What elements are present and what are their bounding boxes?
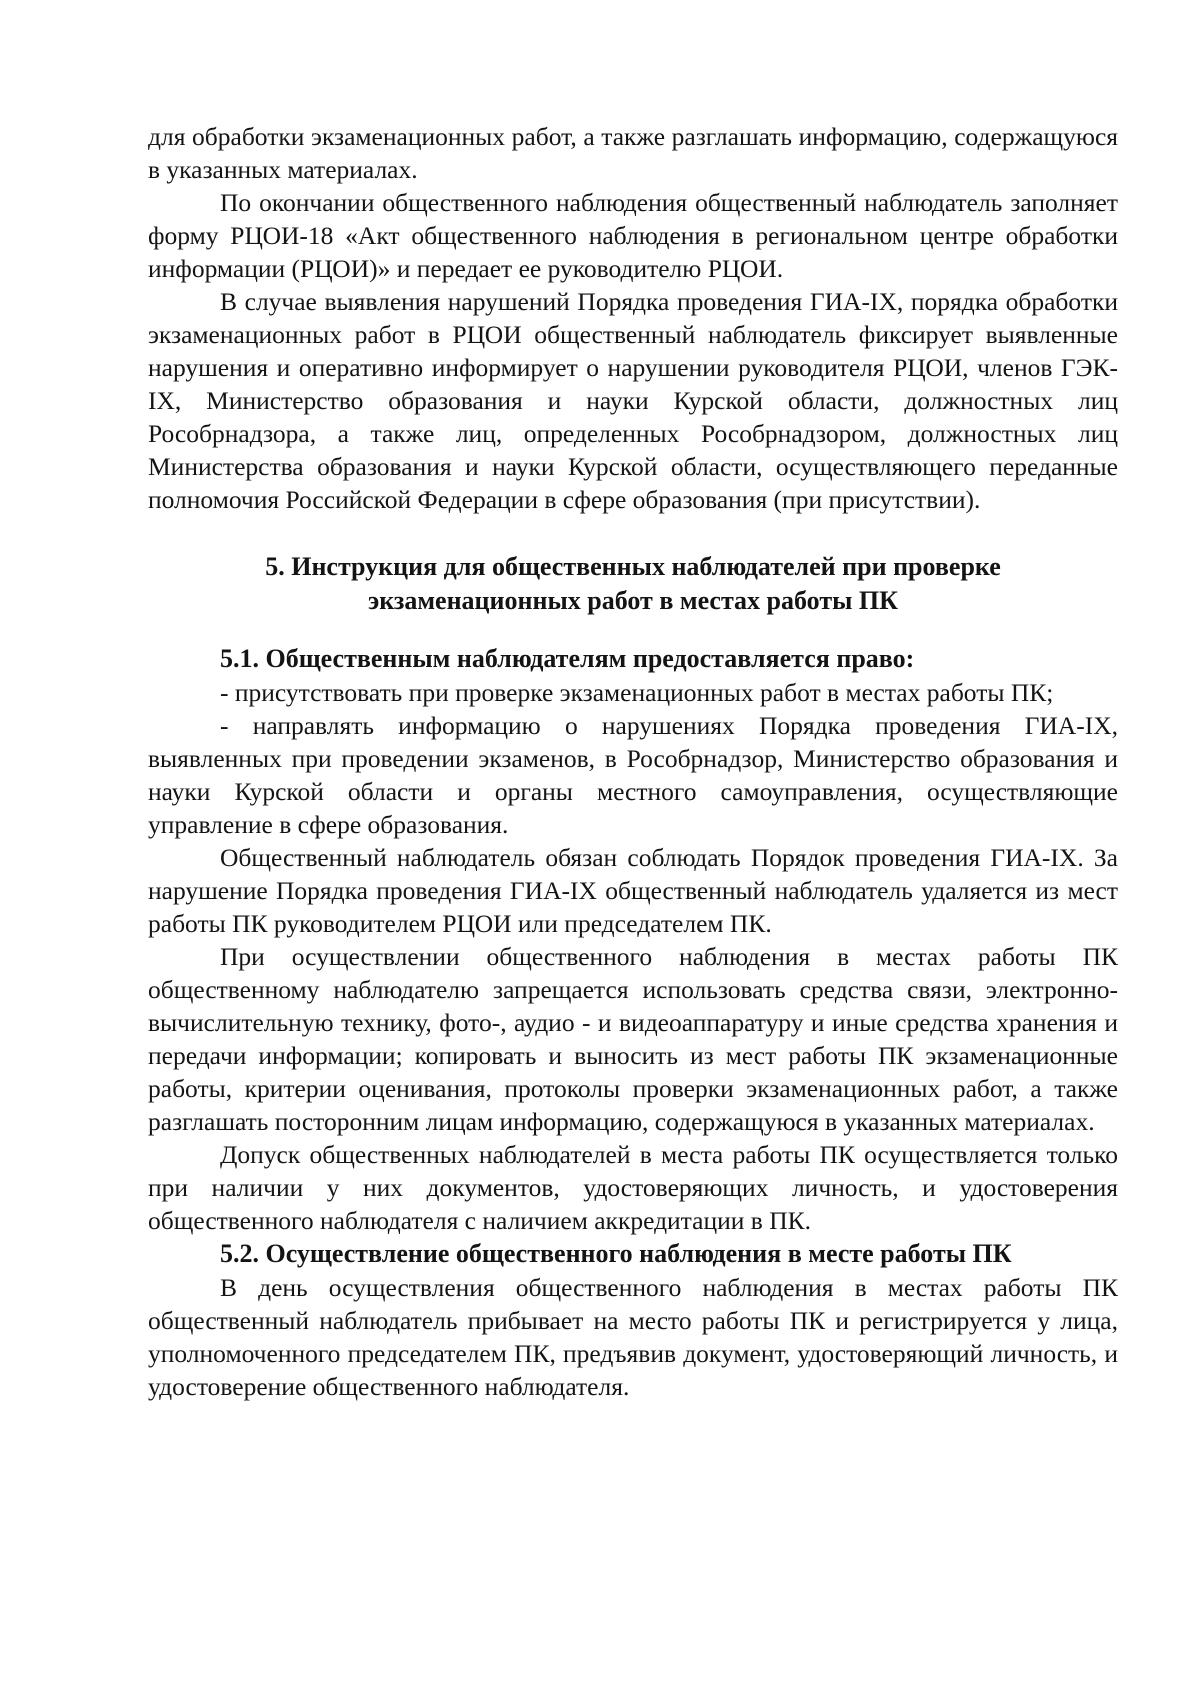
section-5-title-line1: 5. Инструкция для общественных наблюдателей при проверке — [265, 552, 1001, 581]
paragraph-rcoi-18-form: По окончании общественного наблюдения общественный наблюдатель заполняет форму РЦОИ-18 «Акт общественного наблюдения в региональном центре обработки информации (РЦОИ)» и передает ее руководителю РЦОИ. — [148, 188, 1118, 283]
paragraph-registration: В день осуществления общественного наблюдения в местах работы ПК общественный наблюдатель прибывает на место работы ПК и регистрируется у лица, уполномоченного председателем ПК, предъявив документ, удостоверяющий личность, и удостоверение общественного наблюдателя. — [148, 1273, 1118, 1401]
section-5-2-title: 5.2. Осуществление общественного наблюдения в месте работы ПК — [220, 1239, 1012, 1268]
paragraph-obligation: Общественный наблюдатель обязан соблюдать Порядок проведения ГИА-IX. За нарушение Порядка проведения ГИА-IX общественный наблюдатель удаляется из мест работы ПК руководителем РЦОИ или председателем ПК. — [148, 843, 1118, 938]
list-item-attend: - присутствовать при проверке экзаменационных работ в местах работы ПК; — [220, 678, 1054, 707]
paragraph-prohibitions: При осуществлении общественного наблюдения в местах работы ПК общественному наблюдателю запрещается использовать средства связи, электронно-вычислительную технику, фото-, аудио - и видеоаппаратуру и иные средства хранения и передачи информации; копировать и выносить из мест работы ПК экзаменационные работы, критерии оценивания, протоколы проверки экзаменационных работ, а также разглашать посторонним лицам информацию, содержащуюся в указанных материалах. — [148, 942, 1118, 1136]
spacer — [148, 516, 1118, 550]
paragraph-violations: В случае выявления нарушений Порядка проведения ГИА-IX, порядка обработки экзаменационных работ в РЦОИ общественный наблюдатель фиксирует выявленные нарушения и оперативно информирует о нарушении руководителя РЦОИ, членов ГЭК-IX, Министерство образования и науки Курской области, должностных лиц Рособрнадзора, а также лиц, определенных Рособрнадзором, должностных лиц Министерства образования и науки Курской области, осуществляющего переданные полномочия Российской Федерации в сфере образования (при присутствии). — [148, 287, 1118, 514]
paragraph-admission: Допуск общественных наблюдателей в места работы ПК осуществляется только при наличии у них документов, удостоверяющих личность, и удостоверения общественного наблюдателя с наличием аккредитации в ПК. — [148, 1140, 1118, 1235]
document-page — [148, 120, 1118, 1403]
list-item-report: - направлять информацию о нарушениях Порядка проведения ГИА-IX, выявленных при проведении экзаменов, в Рособрнадзор, Министерство образования и науки Курской области и органы местного самоуправления, осуществляющие управление в сфере образования. — [148, 711, 1118, 839]
section-5-title-line2: экзаменационных работ в местах работы ПК — [368, 586, 898, 615]
spacer — [148, 618, 1118, 642]
paragraph-continuation: для обработки экзаменационных работ, а также разглашать информацию, содержащуюся в указанных материалах. — [148, 122, 1118, 184]
section-5-1-title: 5.1. Общественным наблюдателям предоставляется право: — [220, 644, 915, 673]
